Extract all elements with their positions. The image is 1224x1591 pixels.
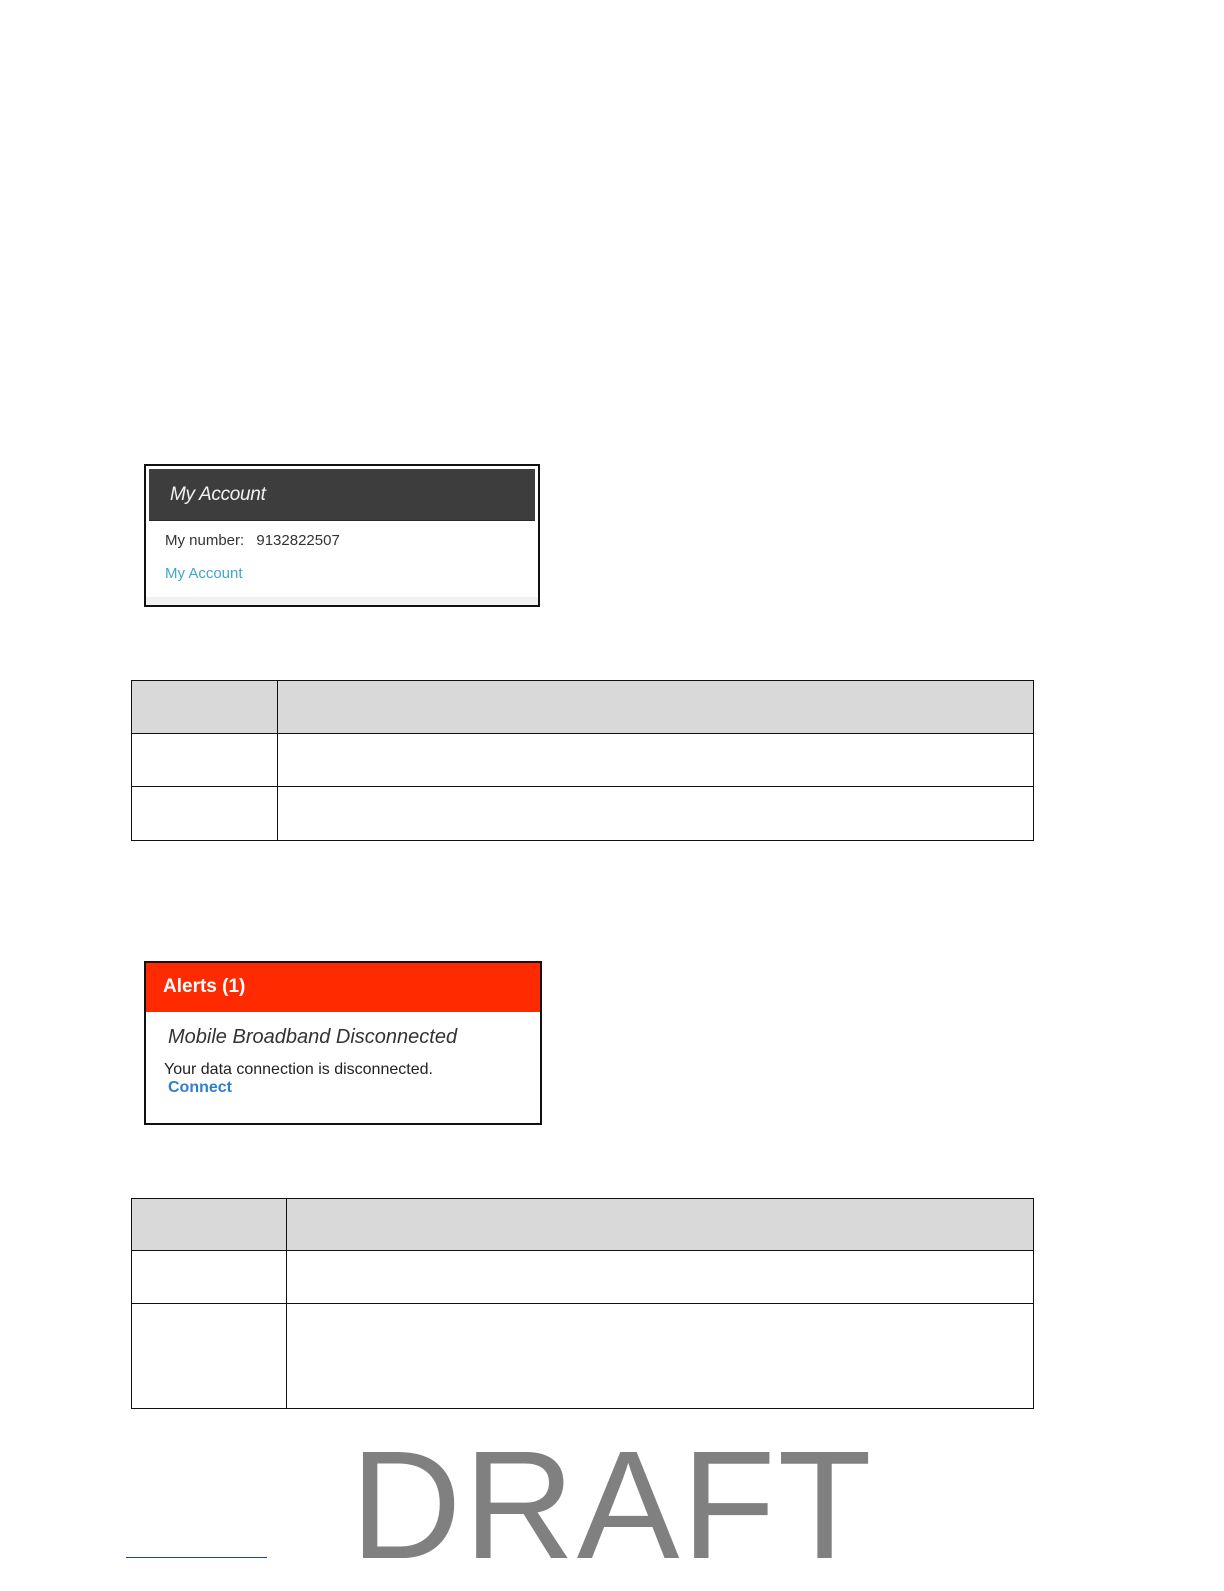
table-1 bbox=[131, 680, 1034, 841]
footnote-separator bbox=[126, 1557, 267, 1558]
table-row bbox=[132, 1304, 1034, 1409]
table-header-row bbox=[132, 1199, 1034, 1251]
table-cell bbox=[287, 1304, 1034, 1409]
alerts-header bbox=[146, 963, 540, 1012]
table-header-cell bbox=[287, 1199, 1034, 1251]
alerts-widget bbox=[144, 961, 542, 1125]
connect-link[interactable]: Connect bbox=[168, 1079, 232, 1096]
alerts-title: Alerts (1) bbox=[163, 976, 246, 997]
table-cell bbox=[132, 1304, 287, 1409]
table-2 bbox=[131, 1198, 1034, 1409]
table-header-cell bbox=[132, 1199, 287, 1251]
table-cell bbox=[278, 787, 1034, 841]
table-cell bbox=[132, 787, 278, 841]
alert-body: Your data connection is disconnected. bbox=[164, 1061, 433, 1078]
table-cell bbox=[287, 1251, 1034, 1304]
account-number-label: My number: bbox=[165, 532, 245, 549]
table-cell bbox=[132, 734, 278, 787]
account-number-value: 9132822507 bbox=[256, 532, 340, 549]
table-cell bbox=[132, 1251, 287, 1304]
account-title: My Account bbox=[170, 484, 266, 505]
my-account-link[interactable]: My Account bbox=[165, 565, 243, 582]
draft-watermark: DRAFT bbox=[350, 1419, 874, 1591]
table-row bbox=[132, 734, 1034, 787]
account-footer bbox=[146, 597, 538, 605]
account-number-row bbox=[165, 532, 340, 549]
table-header-cell bbox=[278, 681, 1034, 734]
table-header-cell bbox=[132, 681, 278, 734]
alert-heading: Mobile Broadband Disconnected bbox=[168, 1026, 458, 1048]
table-row bbox=[132, 787, 1034, 841]
table-header-row bbox=[132, 681, 1034, 734]
table-cell bbox=[278, 734, 1034, 787]
table-row bbox=[132, 1251, 1034, 1304]
my-account-widget bbox=[144, 464, 540, 607]
account-header bbox=[149, 469, 535, 521]
